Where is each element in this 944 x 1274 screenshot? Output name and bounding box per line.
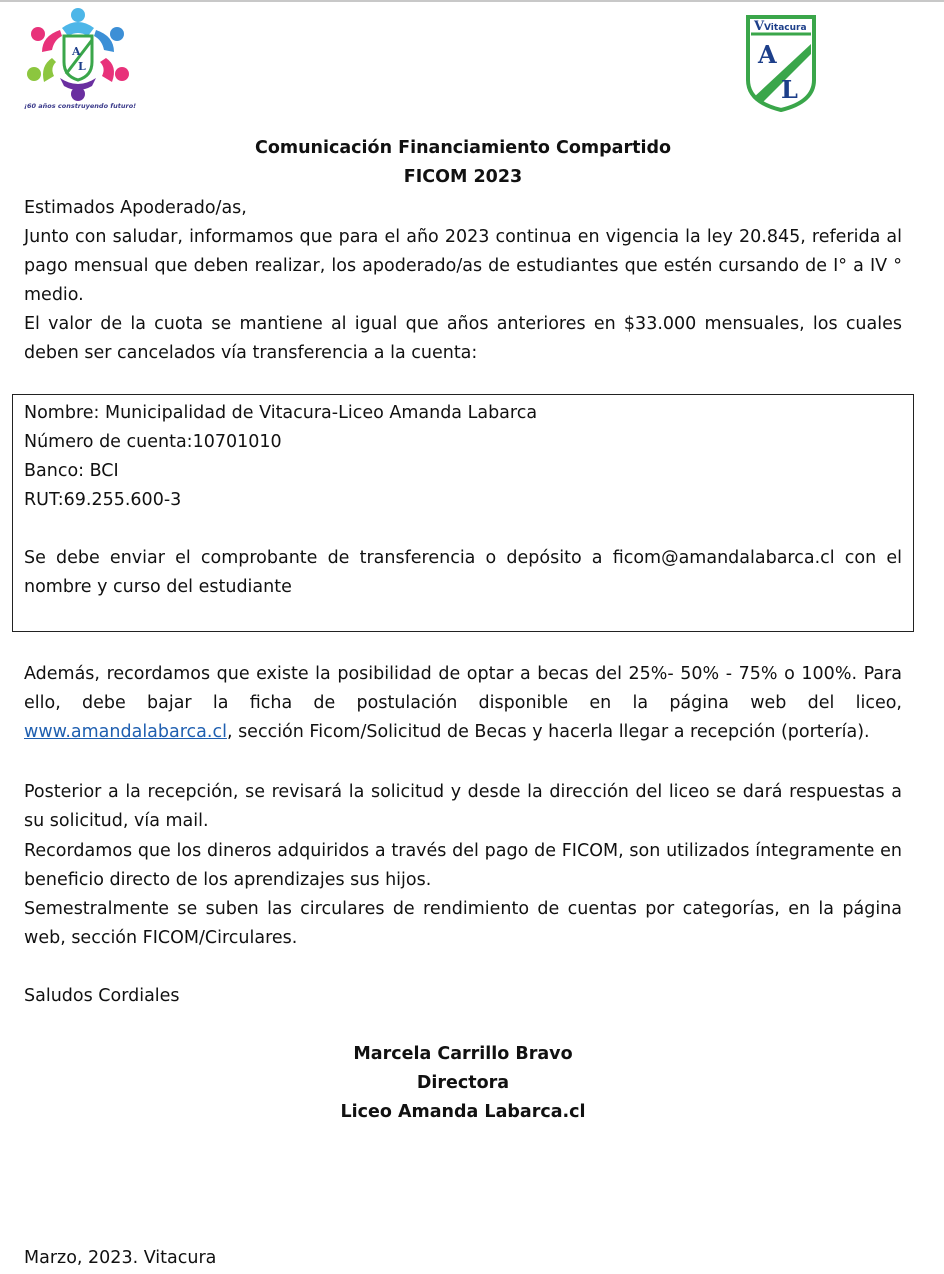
account-name: Nombre: Municipalidad de Vitacura-Liceo Amanda Labarca bbox=[24, 403, 538, 423]
bank-account-box bbox=[12, 394, 914, 632]
scholarship-paragraph bbox=[24, 660, 902, 747]
svg-text:A: A bbox=[72, 45, 81, 58]
signer-role: Directora bbox=[416, 1073, 510, 1093]
signer-institution: Liceo Amanda Labarca.cl bbox=[340, 1102, 586, 1122]
greeting: Estimados Apoderado/as, bbox=[24, 198, 247, 218]
account-bank: Banco: BCI bbox=[24, 461, 119, 481]
account-rut: RUT:69.255.600-3 bbox=[24, 490, 182, 510]
people-circle-icon bbox=[22, 6, 138, 102]
anniversary-logo bbox=[22, 6, 138, 112]
school-website-link[interactable]: www.amandalabarca.cl bbox=[24, 722, 227, 742]
funds-paragraph: Recordamos que los dineros adquiridos a través del pago de FICOM, son utilizados íntegramente en beneficio directo de los aprendizajes sus hijos. bbox=[24, 841, 902, 890]
top-border bbox=[0, 0, 944, 2]
scholarship-text-end: , sección Ficom/Solicitud de Becas y hacerla llegar a recepción (portería). bbox=[226, 722, 870, 742]
signer-name: Marcela Carrillo Bravo bbox=[353, 1044, 573, 1064]
account-number: Número de cuenta:10701010 bbox=[24, 432, 282, 452]
intro-paragraph-2: El valor de la cuota se mantiene al igual que años anteriores en $33.000 mensuales, los cuales deben ser cancelados vía transferencia a la cuenta: bbox=[24, 314, 902, 363]
svg-text:V: V bbox=[754, 19, 765, 34]
svg-text:L: L bbox=[78, 60, 86, 73]
reports-paragraph: Semestralmente se suben las circulares de rendimiento de cuentas por categorías, en la página web, sección FICOM/Circulares. bbox=[24, 899, 902, 948]
review-paragraph: Posterior a la recepción, se revisará la solicitud y desde la dirección del liceo se dará respuestas a su solicitud, vía mail. bbox=[24, 782, 902, 831]
document-date: Marzo, 2023. Vitacura bbox=[24, 1248, 217, 1268]
intro-paragraph-1: Junto con saludar, informamos que para el año 2023 continua en vigencia la ley 20.845, referida al pago mensual que deben realizar, los apoderado/as de estudiantes que estén cursando de I° a IV ° medio. bbox=[24, 227, 902, 305]
vitacura-shield-logo bbox=[745, 14, 817, 112]
svg-text:A: A bbox=[758, 40, 777, 69]
closing-salutation: Saludos Cordiales bbox=[24, 986, 180, 1006]
svg-text:L: L bbox=[781, 75, 798, 104]
logo-tagline: ¡60 años construyendo futuro! bbox=[24, 102, 137, 110]
receipt-instructions: Se debe enviar el comprobante de transferencia o depósito a ficom@amandalabarca.cl con el nombre y curso del estudiante bbox=[24, 548, 902, 597]
document-subtitle: FICOM 2023 bbox=[403, 167, 523, 187]
scholarship-text-start: Además, recordamos que existe la posibilidad de optar a becas del 25%- 50% - 75% o 100%. Para ello, debe bajar la ficha de postulación disponible en la página web del liceo, bbox=[24, 664, 902, 713]
svg-text:Vitacura: Vitacura bbox=[764, 23, 807, 33]
shield-icon bbox=[745, 14, 817, 112]
document-title: Comunicación Financiamiento Compartido bbox=[254, 138, 672, 158]
